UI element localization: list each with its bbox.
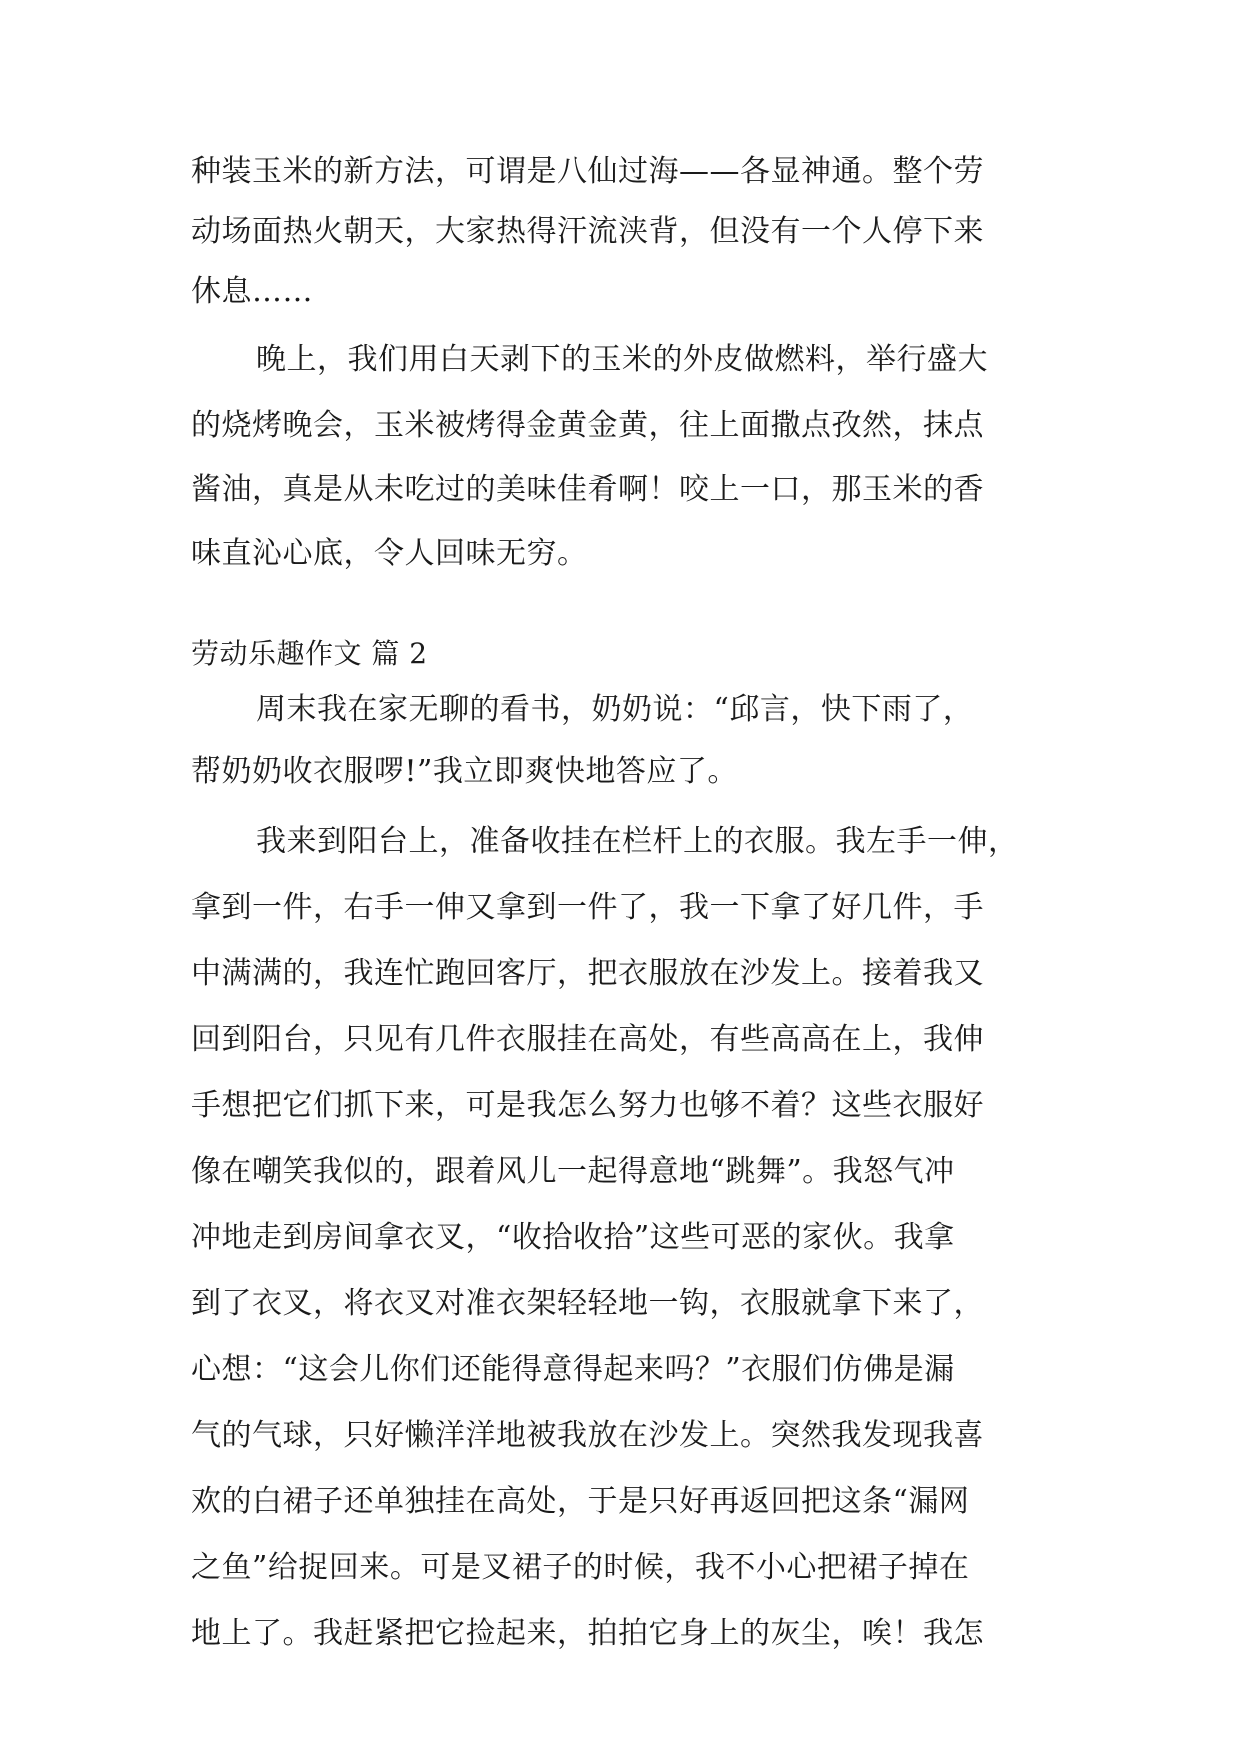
section-heading: 劳动乐趣作文 篇 2 (191, 637, 428, 670)
text-line: 酱油，真是从未吃过的美味佳肴啊！咬上一口，那玉米的香 (191, 472, 984, 507)
text-line: 冲地走到房间拿衣叉，“收拾收拾”这些可恶的家伙。我拿 (191, 1220, 955, 1255)
paragraph-first-line: 周末我在家无聊的看书，奶奶说：“邱言，快下雨了， (256, 692, 974, 727)
text-line: 中满满的，我连忙跑回客厅，把衣服放在沙发上。接着我又 (191, 956, 984, 991)
text-line: 的烧烤晚会，玉米被烤得金黄金黄，往上面撒点孜然，抹点 (191, 408, 984, 443)
text-line: 味直沁心底，令人回味无穷。 (191, 536, 588, 571)
text-line: 回到阳台，只见有几件衣服挂在高处，有些高高在上，我伸 (191, 1022, 984, 1057)
text-line: 帮奶奶收衣服啰!”我立即爽快地答应了。 (191, 754, 738, 789)
text-line: 到了衣叉，将衣叉对准衣架轻轻地一钩，衣服就拿下来了， (191, 1286, 984, 1321)
text-line: 心想：“这会儿你们还能得意得起来吗？”衣服们仿佛是漏 (191, 1352, 955, 1387)
text-line: 地上了。我赶紧把它捡起来，拍拍它身上的灰尘，唉！我怎 (191, 1616, 984, 1651)
text-line: 休息…… (191, 274, 313, 309)
text-line: 欢的白裙子还单独挂在高处，于是只好再返回把这条“漏网 (191, 1484, 970, 1519)
text-line: 之鱼”给捉回来。可是叉裙子的时候，我不小心把裙子掉在 (191, 1550, 970, 1585)
paragraph-first-line: 我来到阳台上，准备收挂在栏杆上的衣服。我左手一伸， (256, 824, 1019, 859)
text-line: 气的气球，只好懒洋洋地被我放在沙发上。突然我发现我喜 (191, 1418, 984, 1453)
text-line: 动场面热火朝天，大家热得汗流浃背，但没有一个人停下来 (191, 214, 984, 249)
text-line: 手想把它们抓下来，可是我怎么努力也够不着？这些衣服好 (191, 1088, 984, 1123)
text-line: 拿到一件，右手一伸又拿到一件了，我一下拿了好几件，手 (191, 890, 984, 925)
text-line: 像在嘲笑我似的，跟着风儿一起得意地“跳舞”。我怒气冲 (191, 1154, 955, 1189)
text-line: 种装玉米的新方法，可谓是八仙过海——各显神通。整个劳 (191, 154, 984, 189)
paragraph-first-line: 晚上，我们用白天剥下的玉米的外皮做燃料，举行盛大 (256, 342, 988, 377)
